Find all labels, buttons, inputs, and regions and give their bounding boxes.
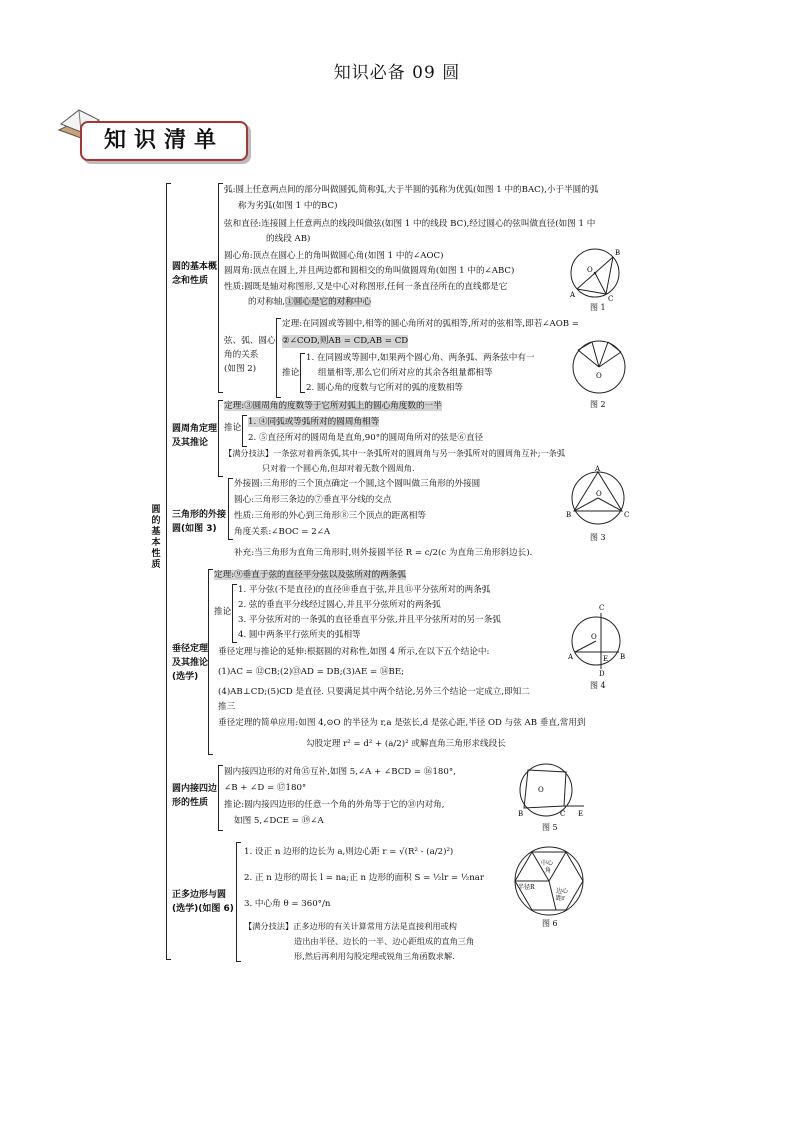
svg-text:E: E — [603, 655, 609, 663]
s1-line: 圆心角:顶点在圆心上的角叫做圆心角(如图 1 中的∠AOC) — [224, 251, 444, 261]
s6-tip: 形,然后再利用勾股定理或锐角三角函数求解. — [294, 951, 455, 961]
svg-text:A: A — [570, 291, 576, 299]
banner-text: 知识清单 — [103, 128, 224, 153]
svg-text:B: B — [620, 653, 626, 661]
s2-corollary-label: 推论 — [224, 423, 242, 433]
s1-bracket — [218, 183, 223, 393]
figure-1-caption: 图 1 — [590, 303, 606, 312]
s1-corollary: 2. 圆心角的度数与它所对的弧的度数相等 — [306, 383, 464, 393]
s1-sub-bracket — [276, 318, 281, 398]
s2-bracket — [218, 400, 223, 477]
svg-text:E: E — [578, 810, 584, 818]
s4-theorem: 定理:⑨垂直于弦的直径平分弦以及弦所对的两条弧 — [214, 570, 406, 580]
s1-line: 称为劣弧(如图 1 中的BC) — [238, 201, 338, 211]
s1-corollary: 1. 在同圆或等圆中,如果两个圆心角、两条弧、两条弦中有一 — [306, 353, 535, 363]
svg-text:O: O — [538, 786, 544, 794]
fig6-label: 半径R — [518, 884, 535, 891]
svg-text:B: B — [566, 511, 572, 519]
fig6-label: 边心 — [556, 888, 569, 895]
figure-4-caption: 图 4 — [590, 681, 606, 690]
s5-label: 圆内接四边 形的性质 — [172, 784, 218, 808]
s4-corollary-label: 推论 — [214, 607, 232, 617]
s5-bracket — [218, 765, 223, 831]
s1-line: 的线段 AB) — [266, 234, 311, 244]
s4-ext: 垂径定理与推论的延伸:根据圆的对称性,如图 4 所示,在以下五个结论中: — [218, 647, 490, 657]
s1-line: 性质:圆既是轴对称图形,又是中心对称图形,任何一条直径所在的直线都是它 — [224, 282, 508, 292]
s2-corollary: 1. ④同弧或等弧所对的圆周角相等 — [248, 417, 380, 427]
s2-label: 圆周角定理 及其推论 — [172, 424, 218, 448]
svg-text:B: B — [615, 249, 621, 257]
s3-supplement: 补充:当三角形为直角三角形时,则外接圆半径 R = c/2(c 为直角三角形斜边长). — [234, 548, 533, 558]
root-label: 圆的基本性质 — [151, 505, 161, 570]
figure-6-diagram — [512, 845, 586, 917]
figure-2-diagram — [568, 336, 630, 398]
s2-theorem: 定理:③圆周角的度数等于它所对弧上的圆心角度数的一半 — [224, 401, 442, 411]
s5-line: ∠B + ∠D = ⑰180° — [224, 783, 307, 793]
svg-text:C: C — [608, 295, 614, 303]
fig6-label: 角 — [545, 867, 552, 874]
s3-line: 圆心:三角形三条边的⑦垂直平分线的交点 — [234, 495, 392, 505]
figure-2-caption: 图 2 — [590, 400, 606, 409]
figure-6-caption: 图 6 — [542, 919, 558, 928]
svg-text:O: O — [591, 633, 597, 641]
svg-text:C: C — [560, 810, 566, 818]
s4-corollary-bracket — [232, 584, 237, 643]
s4-corollary: 1. 平分弦(不是直径)的直径⑩垂直于弦,并且⑪平分弦所对的两条弧 — [238, 585, 491, 595]
s2-corollary: 2. ⑤直径所对的圆周角是直角,90°的圆周角所对的弦是⑥直径 — [248, 433, 484, 443]
svg-text:C: C — [624, 511, 630, 519]
s2-corollary-bracket — [242, 415, 247, 447]
figure-3-caption: 图 3 — [590, 533, 606, 542]
s4-ext: (1)AC = ⑫CB;(2)⑬AD = DB;(3)AE = ⑭BE; — [218, 667, 405, 677]
s6-bracket — [236, 842, 241, 962]
s4-ext: (4)AB⊥CD;(5)CD 是直径. 只要满足其中两个结论,另外三个结论一定成立,即知二 — [218, 687, 530, 697]
s4-ext: 勾股定理 r² = d² + (a/2)² 或解直角三角形求线段长 — [306, 739, 506, 749]
svg-text:O: O — [596, 490, 602, 498]
fig6-label: 中心 — [541, 860, 554, 867]
s4-corollary: 4. 圆中两条平行弦所夹的弧相等 — [238, 630, 361, 640]
figure-1-diagram — [565, 243, 630, 303]
s6-tip: 【满分技法】正多边形的有关计算常用方法是直接利用或构 — [244, 921, 457, 931]
s1-corollary: 组量相等,那么它们所对应的其余各组量都相等 — [318, 368, 493, 378]
s4-bracket — [208, 569, 213, 755]
figure-4-diagram — [565, 603, 627, 677]
s4-corollary: 2. 弦的垂直平分线经过圆心,并且平分弦所对的两条弧 — [238, 600, 441, 610]
s2-tip: 只对着一个圆心角,但却对着无数个圆周角. — [262, 463, 415, 473]
s1-line: 弧:圆上任意两点间的部分叫做圆弧,简称弧,大于半圆的弧称为优弧(如图 1 中的BAC),小于半圆的弧 — [224, 185, 599, 195]
s1-line: 弦和直径:连接圆上任意两点的线段叫做弦(如图 1 中的线段 BC),经过圆心的弦叫做直径(如图 1 中 — [224, 219, 596, 229]
svg-text:C: C — [599, 604, 605, 612]
s5-line: 推论:圆内接四边形的任意一个角的外角等于它的⑱内对角, — [224, 800, 445, 810]
s1-theorem: 定理:在同圆或等圆中,相等的圆心角所对的弧相等,所对的弦相等,即若∠AOB = — [282, 319, 580, 329]
s6-line: 1. 设正 n 边形的边长为 a,则边心距 r = √(R² - (a/2)²) — [244, 847, 454, 857]
s4-ext: 垂径定理的简单应用:如图 4,⊙O 的半径为 r,a 是弦长,d 是弦心距,半径 OD 与弦 AB 垂直,常用到 — [218, 718, 586, 728]
s1-line: 的对称轴,①圆心是它的对称中心 — [248, 297, 372, 307]
s5-line: 圆内接四边形的对角⑮互补,如图 5,∠A + ∠BCD = ⑯180°, — [224, 767, 456, 777]
s3-line: 性质:三角形的外心到三角形⑧三个顶点的距离相等 — [234, 511, 426, 521]
s4-corollary: 3. 平分弦所对的一条弧的直径垂直平分弦,并且平分弦所对的另一条弧 — [238, 615, 501, 625]
figure-5-caption: 图 5 — [542, 823, 558, 832]
s6-label: 正多边形与圆 (选学)(如图 6) — [172, 890, 234, 914]
s1-line: 圆周角:顶点在圆上,并且两边都和圆相交的角叫做圆周角(如图 1 中的∠ABC) — [224, 266, 515, 276]
s1-corollary-label: 推论 — [282, 368, 300, 378]
s5-line: 如图 5,∠DCE = ⑲∠A — [234, 816, 324, 826]
s3-label: 三角形的外接 圆(如图 3) — [172, 510, 227, 534]
s2-tip: 【满分技法】一条弦对着两条弧,其中一条弧所对的圆周角与另一条弧所对的圆周角互补;一条弧 — [224, 448, 566, 458]
svg-text:O: O — [587, 266, 593, 274]
s1-theorem2: ②∠COD,则AB = CD,AB = CD — [282, 336, 409, 346]
root-bracket — [166, 183, 171, 960]
fig6-label: 距r — [556, 895, 565, 902]
svg-text:O: O — [596, 372, 602, 380]
s1-label: 圆的基本概 念和性质 — [172, 262, 218, 286]
figure-5-diagram — [512, 760, 588, 820]
s1-sub-label: 弦、弧、圆心 角的关系 (如图 2) — [224, 336, 276, 374]
svg-text:A: A — [568, 653, 574, 661]
s6-line: 2. 正 n 边形的周长 l = na;正 n 边形的面积 S = ½lr = ½nar — [244, 873, 484, 883]
page-title: 知识必备 09 圆 — [333, 63, 461, 83]
svg-text:A: A — [595, 465, 601, 473]
figure-3-diagram — [565, 465, 631, 531]
s4-label: 垂径定理 及其推论 (选学) — [172, 644, 209, 682]
s6-line: 3. 中心角 θ = 360°/n — [244, 899, 331, 909]
s6-tip: 造出由半径、边长的一半、边心距组成的直角三角 — [294, 936, 475, 946]
s3-line: 角度关系:∠BOC = 2∠A — [234, 527, 331, 537]
svg-text:B: B — [518, 810, 524, 818]
svg-text:D: D — [599, 670, 605, 677]
s1-corollary-bracket — [300, 353, 305, 393]
s3-bracket — [228, 478, 233, 540]
section-banner — [80, 121, 248, 161]
s4-ext: 推三 — [218, 702, 236, 712]
s3-line: 外接圆:三角形的三个顶点确定一个圆,这个圆叫做三角形的外接圆 — [234, 479, 481, 489]
